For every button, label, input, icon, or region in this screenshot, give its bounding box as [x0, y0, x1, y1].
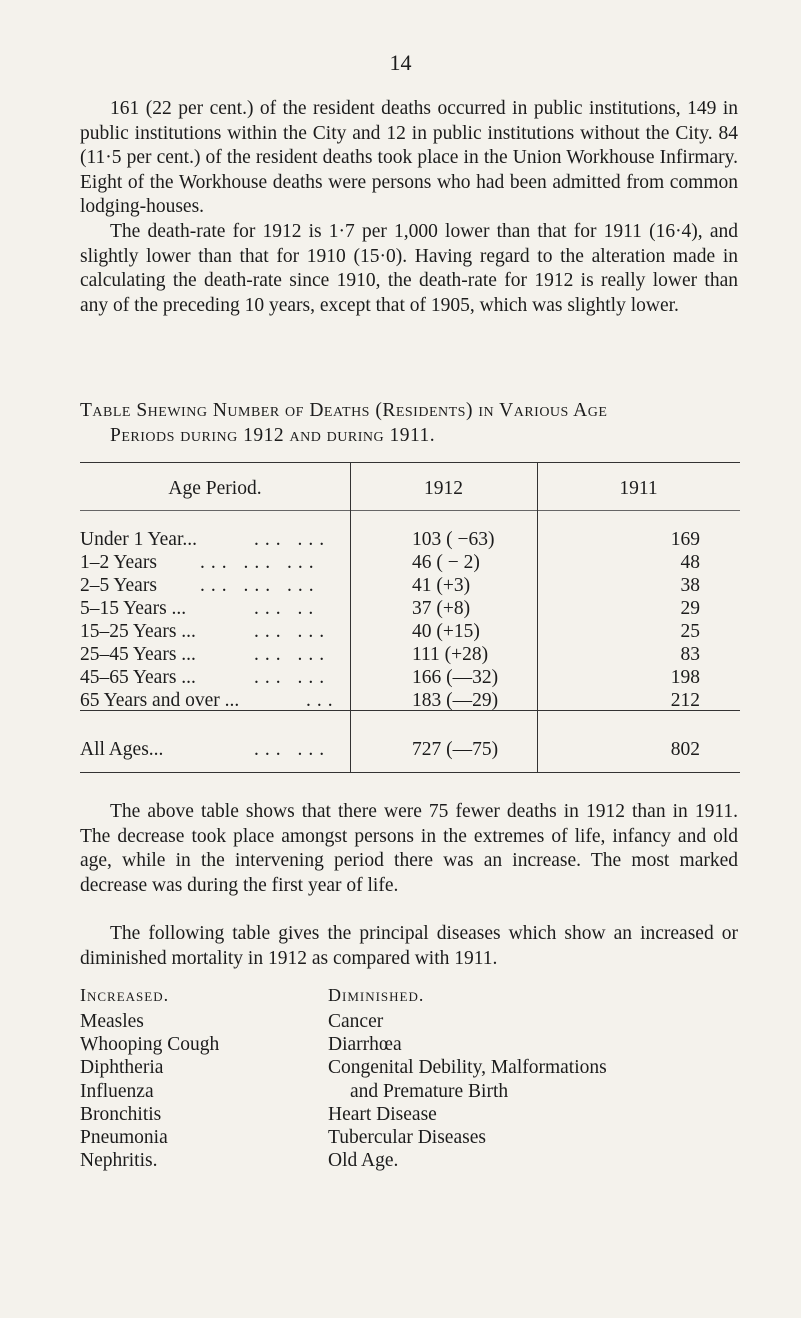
- list-item: Influenza: [80, 1080, 154, 1102]
- header-age-period: Age Period.: [168, 478, 262, 499]
- table-column-divider-1: [350, 462, 351, 772]
- deaths-1911-cell: 83: [680, 644, 700, 665]
- age-period-cell: 65 Years and over ...: [80, 690, 240, 711]
- paragraph-death-rate: The death-rate for 1912 is 1·7 per 1,000 lower than that for 1911 (16·4), and slightly lower than that for 1910 (15·0). Having regard to the alteration made in calculating the death-rate since 1910, the death-rate for 1912 is really lower than any of the preceding 10 years, except that of 1905, which was slightly lower.: [80, 221, 738, 316]
- age-period-cell: 15–25 Years ...: [80, 621, 196, 642]
- paragraph-diseases-intro: The following table gives the principal diseases which show an increased or diminished mortality in 1912 as compared with 1911.: [80, 923, 738, 969]
- paragraph-institutional-deaths: 161 (22 per cent.) of the resident deaths occurred in public institutions, 149 in public institutions within the City and 12 in public institutions without the City. 84 (11·5 per cent.) of the resident deaths took place in the Union Workhouse Infirmary. Eight of the Workhouse deaths were persons who had been admitted from common lodging-houses.: [80, 98, 738, 217]
- header-1912: 1912: [424, 478, 463, 499]
- paragraph-table-summary: The above table shows that there were 75 fewer deaths in 1912 than in 1911. The decrease took place amongst persons in the extremes of life, infancy and old age, while in the intervening period there was an increase. The most marked decrease was during the first year of life.: [80, 801, 738, 896]
- total-1911-cell: 802: [670, 739, 700, 760]
- list-item: Pneumonia: [80, 1127, 168, 1149]
- diminished-heading: Diminished.: [328, 985, 425, 1005]
- table-top-rule: [80, 462, 740, 463]
- header-1911: 1911: [619, 478, 658, 499]
- deaths-1912-cell: 111 (+28): [412, 644, 489, 665]
- deaths-1911-cell: 198: [670, 667, 700, 688]
- deaths-1912-cell: 41 (+3): [412, 575, 471, 596]
- list-item: Cancer: [328, 1011, 384, 1032]
- deaths-1912-cell: 46 ( − 2): [412, 552, 480, 573]
- list-item: Diarrhœa: [328, 1034, 402, 1056]
- deaths-1912-cell: 103 ( −63): [412, 529, 495, 550]
- deaths-1911-cell: 169: [670, 529, 700, 550]
- increased-heading: Increased.: [80, 985, 170, 1005]
- table-column-divider-2: [537, 462, 538, 772]
- list-item: Measles: [80, 1011, 144, 1032]
- leader-dots: ... ...: [254, 621, 331, 642]
- deaths-1911-cell: 29: [680, 598, 700, 619]
- age-period-cell: 1–2 Years: [80, 552, 157, 573]
- table-header-rule: [80, 510, 740, 511]
- list-item: and Premature Birth: [350, 1080, 509, 1102]
- list-item: Tubercular Diseases: [328, 1127, 486, 1149]
- list-item: Nephritis.: [80, 1150, 158, 1172]
- increased-list: [80, 1010, 219, 1172]
- deaths-1912-cell: 40 (+15): [412, 621, 480, 642]
- list-item: Heart Disease: [328, 1103, 437, 1125]
- age-period-cell: 2–5 Years: [80, 575, 157, 596]
- leader-dots: ... ...: [254, 667, 331, 688]
- leader-dots: ... ...: [254, 739, 331, 760]
- table-title: [80, 398, 738, 448]
- list-item: Bronchitis: [80, 1103, 162, 1125]
- list-item: Diphtheria: [80, 1057, 164, 1079]
- total-1912-cell: 727 (—75): [412, 739, 499, 760]
- table-title-line2: Periods during 1912 and during 1911.: [110, 425, 436, 446]
- list-item: Old Age.: [328, 1150, 399, 1172]
- age-period-cell: 5–15 Years ...: [80, 598, 187, 619]
- deaths-1911-cell: 212: [670, 690, 700, 711]
- list-item: Congenital Debility, Malformations: [328, 1057, 607, 1079]
- deaths-1912-cell: 166 (—32): [412, 667, 499, 688]
- age-period-cell: 45–65 Years ...: [80, 667, 196, 688]
- total-age-cell: All Ages...: [80, 739, 164, 760]
- page-number: 14: [389, 50, 412, 75]
- age-period-cell: 25–45 Years ...: [80, 644, 196, 665]
- table-bottom-rule: [80, 772, 740, 773]
- table-title-line1: Table Shewing Number of Deaths (Residents) in Various Age: [80, 400, 608, 421]
- leader-dots: ... ..: [254, 598, 320, 619]
- leader-dots: ... ...: [254, 644, 331, 665]
- leader-dots: ... ... ...: [200, 575, 320, 596]
- deaths-1911-cell: 38: [680, 575, 700, 596]
- deaths-1911-cell: 48: [680, 552, 700, 573]
- diminished-list: [328, 1010, 748, 1172]
- deaths-1911-cell: 25: [680, 621, 700, 642]
- leader-dots: ...: [306, 690, 339, 711]
- deaths-1912-cell: 183 (—29): [412, 690, 499, 711]
- deaths-1912-cell: 37 (+8): [412, 598, 471, 619]
- list-item: Whooping Cough: [80, 1034, 220, 1056]
- leader-dots: ... ... ...: [200, 552, 320, 573]
- age-period-cell: Under 1 Year...: [80, 529, 197, 550]
- leader-dots: ... ...: [254, 529, 331, 550]
